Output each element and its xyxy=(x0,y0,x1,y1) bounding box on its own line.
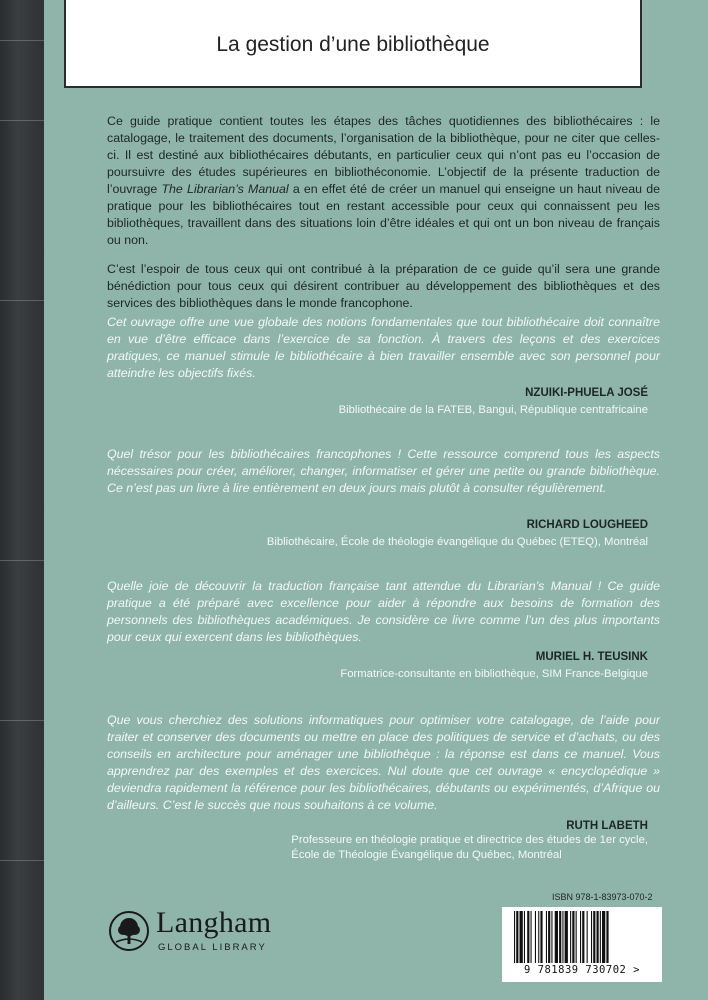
publisher-name: Langham xyxy=(156,906,272,939)
barcode-bar xyxy=(565,911,568,963)
barcode-bars xyxy=(502,907,662,965)
chalk-line xyxy=(0,560,44,561)
endorsement-affiliation-3: Formatrice-consultante en bibliothèque, SIM France-Belgique xyxy=(340,668,648,680)
barcode-bar xyxy=(548,911,550,963)
intro-paragraph-2: C’est l’espoir de tous ceux qui ont contribué à la préparation de ce guide qu’il sera une grande bénédiction pour tous ceux qui désirent contribuer au développement des bibliothèques et des services des bibliothèques dans le monde francophone. xyxy=(107,262,660,310)
page-title: La gestion d’une bibliothèque xyxy=(216,33,490,56)
barcode-bar xyxy=(531,911,532,963)
barcode xyxy=(502,907,662,982)
publisher-subtitle: GLOBAL LIBRARY xyxy=(158,942,267,953)
barcode-bar xyxy=(582,911,584,963)
intro-paragraph-1-text: Ce guide pratique contient toutes les étapes des tâches quotidiennes des bibliothécaires : le catalogage, le traitement des documents, l’organisation de la bibliothèque, pour ne citer que celles-ci. Il est destiné aux bibliothécaires débutants, en particulier ceux qui n’ont pas eu l’occasion de poursuivre des études supérieures en bibliothéconomie. L’objectif de la présente traduction de l’ouvrage The Librarian’s Manual a en effet été de créer un manuel qui enseigne un haut niveau de pratique pour les bibliothécaires tout en restant accessible pour ceux qui connaissent peu les bibliothèques, travaillent dans des situations loin d’être idéales et qui ont un bon niveau de français ou non. xyxy=(107,114,661,247)
endorsement-author-3: MURIEL H. TEUSINK xyxy=(535,651,648,663)
chalk-line xyxy=(0,860,44,861)
chalk-line xyxy=(0,300,44,301)
endorsement-quote-4: Que vous cherchiez des solutions informatiques pour optimiser votre catalogage, de l’aide pour traiter et conserver des documents ou mettre en place des politiques de service et d’achats, ou des conseils en architecture pour aménager une bibliothèque : la réponse est dans ce manuel. Vous apprendrez par des exemples et des exercices. Nul doute que cet ouvrage « encyclopédique » deviendra rapidement la référence pour les bibliothécaires, débutants ou expérimentés, d’Afrique ou d’ailleurs. C’est le succès que nous souhaitons à ce volume. xyxy=(107,713,660,812)
chalk-line xyxy=(0,40,44,41)
barcode-bar xyxy=(593,911,595,963)
endorsement-quote-2: Quel trésor pour les bibliothécaires francophones ! Cette ressource comprend tous les aspects nécessaires pour créer, améliorer, changer, informatiser et gérer une petite ou grande bibliothèque. Ce n’est pas un livre à lire entièrement en deux jours mais plutôt à consulter régulièrement. xyxy=(107,447,660,495)
endorsement-quote-3: Quelle joie de découvrir la traduction française tant attendue du Librarian’s Manual ! Ce guide pratique a été préparé avec excellence pour aider à répondre aux besoins de formation des personnels des bibliothèques académiques. Je considère ce livre comme l’un des plus importants pour ceux qui exercent dans les bibliothèques. xyxy=(107,579,660,644)
barcode-bar xyxy=(551,911,552,963)
barcode-digits: 9 781839 730702 > xyxy=(524,964,640,976)
endorsement-author-1: NZUIKI-PHUELA JOSÉ xyxy=(525,387,648,399)
barcode-bar xyxy=(516,911,518,963)
barcode-bar xyxy=(524,911,525,963)
publisher-text xyxy=(156,908,271,953)
barcode-bar xyxy=(576,911,577,963)
barcode-bar xyxy=(538,911,539,963)
endorsement-affiliation-1: Bibliothécaire de la FATEB, Bangui, République centrafricaine xyxy=(338,404,648,416)
intro-paragraph-1 xyxy=(107,113,660,249)
chalk-line xyxy=(0,120,44,121)
globe-tree-icon xyxy=(108,910,150,952)
barcode-bar xyxy=(520,911,523,963)
barcode-bar xyxy=(606,911,608,963)
book-title-italic: The Librarian’s Manual xyxy=(161,182,289,196)
barcode-bar xyxy=(570,911,571,963)
barcode-bar xyxy=(591,911,592,963)
endorsement-author-4: RUTH LABETH xyxy=(566,820,648,832)
barcode-bar xyxy=(546,911,547,963)
title-box xyxy=(64,0,642,88)
chalk-line xyxy=(0,720,44,721)
intro-text xyxy=(107,113,660,324)
endorsement-affiliation-2: Bibliothécaire, École de théologie évangélique du Québec (ETEQ), Montréal xyxy=(266,536,648,548)
barcode-bar xyxy=(555,911,558,963)
barcode-bar xyxy=(580,911,581,963)
barcode-bar xyxy=(559,911,561,963)
endorsement-affiliation-4-line-1: Professeure en théologie pratique et directrice des études de 1er cycle, xyxy=(291,834,648,846)
barcode-bar xyxy=(572,911,574,963)
chalkboard-strip xyxy=(0,0,44,1000)
barcode-bar xyxy=(514,911,515,963)
barcode-bar xyxy=(527,911,529,963)
endorsement-author-2: RICHARD LOUGHEED xyxy=(526,519,648,531)
barcode-bar xyxy=(602,911,605,963)
barcode-bar xyxy=(535,911,536,963)
endorsement-affiliation-4 xyxy=(291,833,648,863)
barcode-bar xyxy=(540,911,542,963)
barcode-bar xyxy=(587,911,588,963)
publisher-logo xyxy=(108,908,271,953)
isbn-label: ISBN 978-1-83973-070-2 xyxy=(552,892,653,902)
endorsement-affiliation-4-line-2: École de Théologie Évangélique du Québec, Montréal xyxy=(291,849,562,861)
endorsement-quote-1: Cet ouvrage offre une vue globale des notions fondamentales que tout bibliothécaire doit connaître en vue d’être efficace dans l’exercice de sa fonction. À travers des leçons et des exercices pratiques, ce manuel stimule le bibliothécaire à bien travailler ensemble avec son personnel pour atteindre les objectifs fixés. xyxy=(107,315,660,380)
barcode-bar xyxy=(597,911,599,963)
barcode-bar xyxy=(600,911,601,963)
barcode-bar xyxy=(562,911,563,963)
